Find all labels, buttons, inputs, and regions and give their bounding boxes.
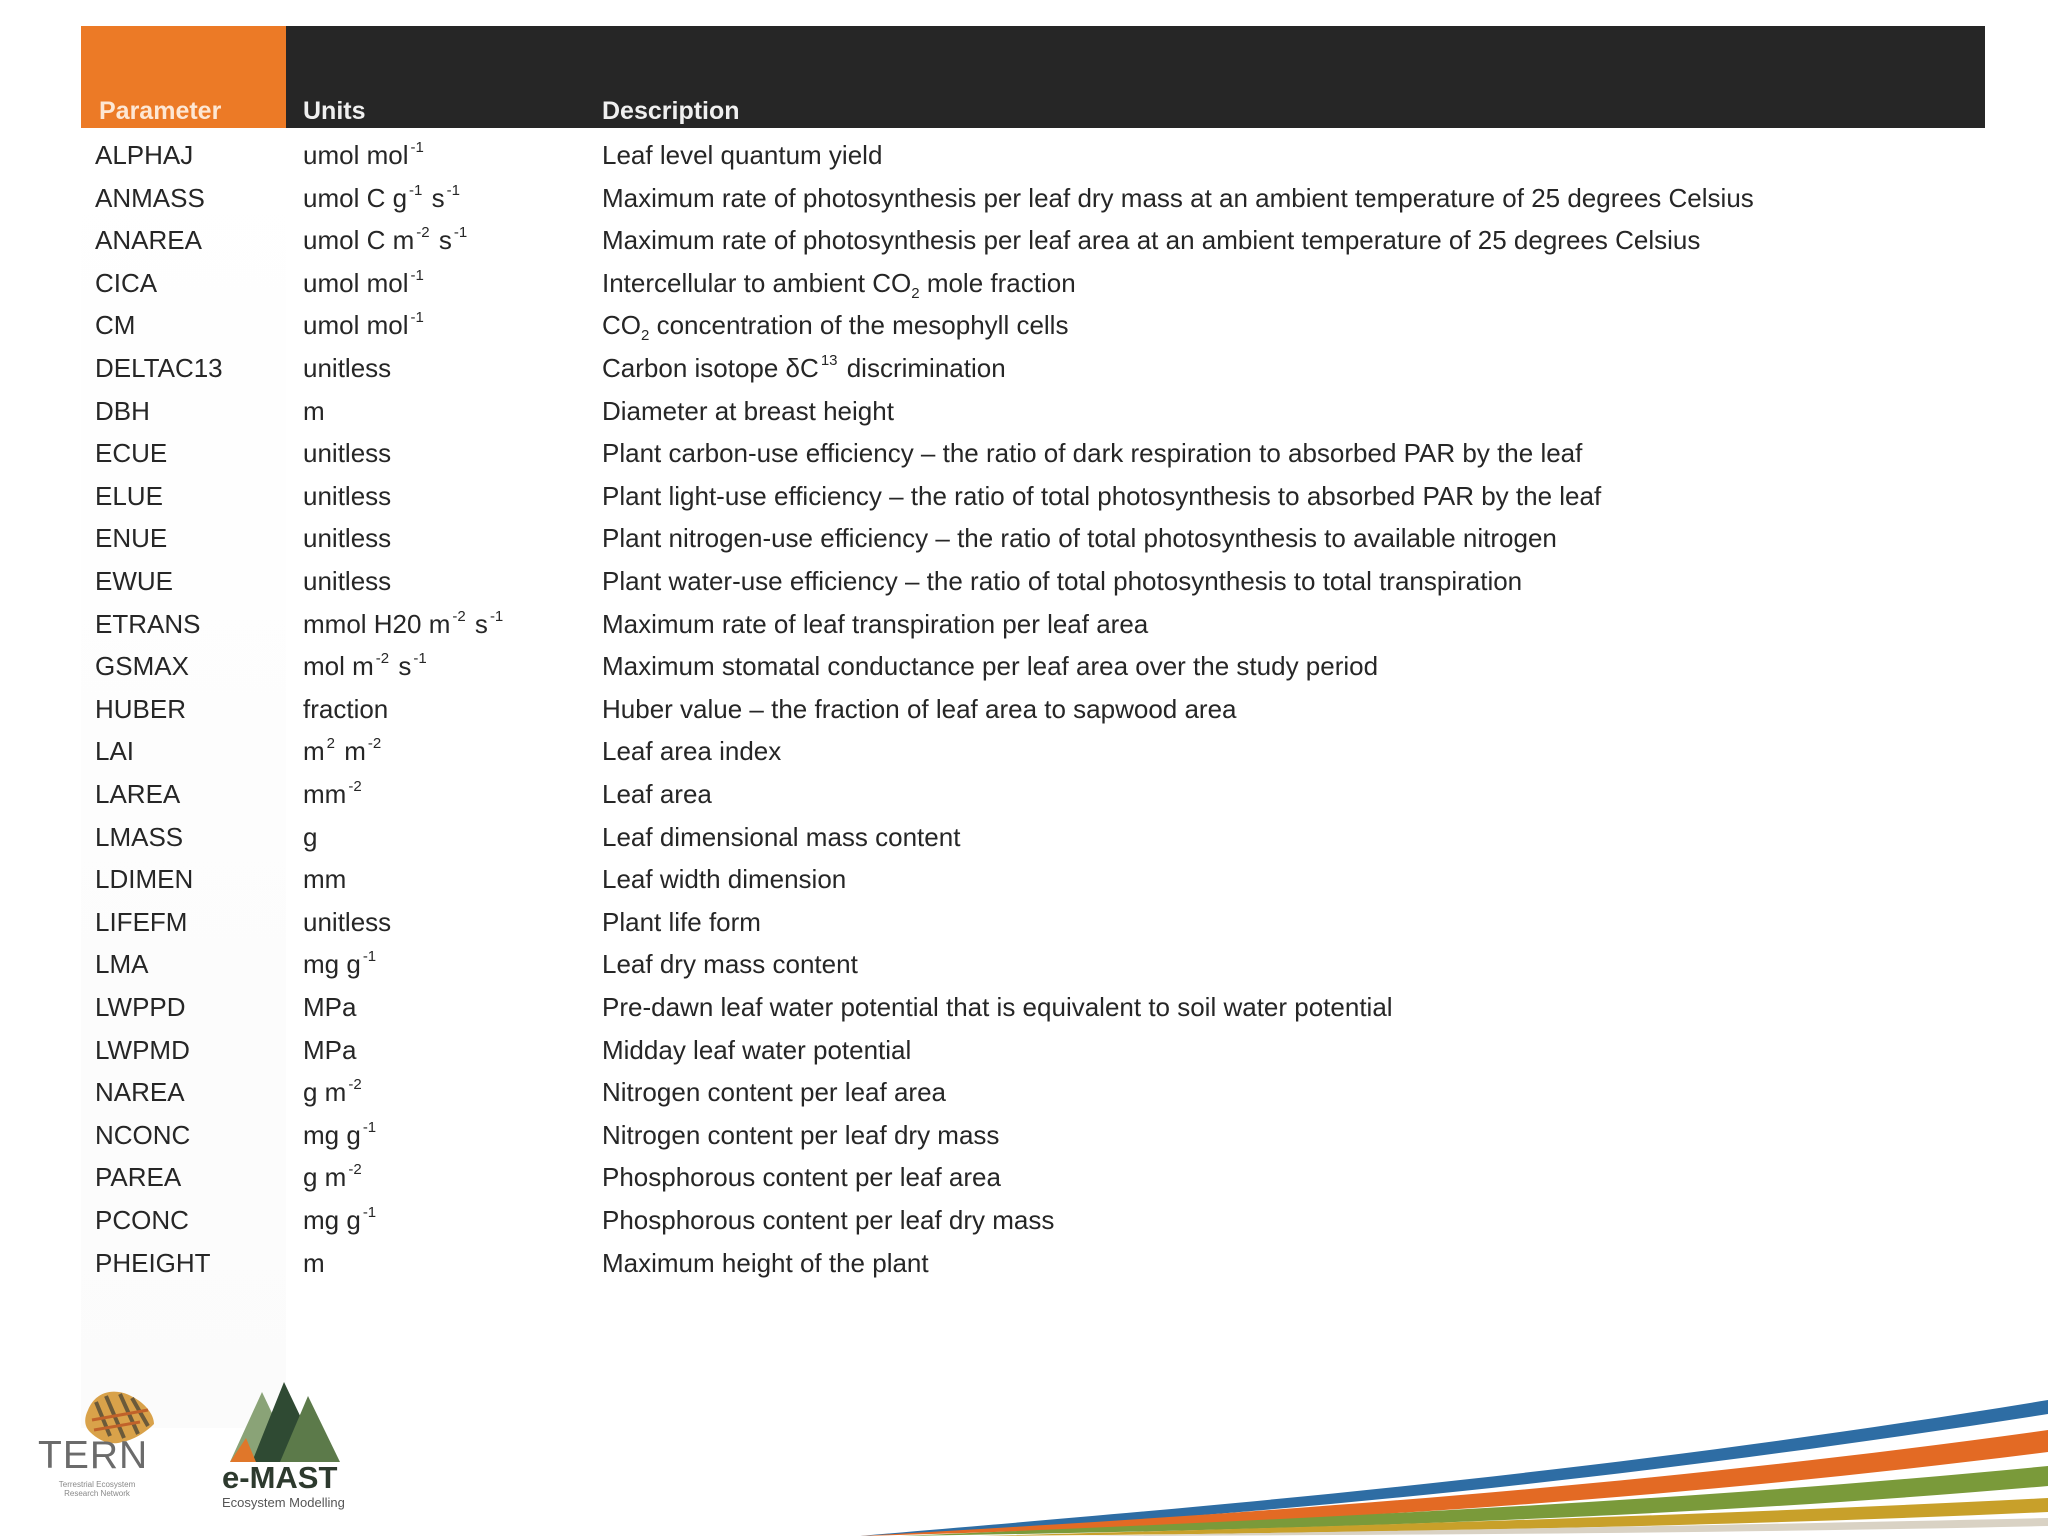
text-part: Huber value – the fraction of leaf area to sapwood area bbox=[602, 693, 1237, 724]
parameter-cell: DELTAC13 bbox=[95, 353, 223, 383]
text-part: unitless bbox=[303, 353, 392, 383]
text-part: g m bbox=[303, 1077, 347, 1108]
description-cell bbox=[602, 475, 1601, 517]
superscript: -1 bbox=[446, 181, 460, 199]
text-part: Leaf width dimension bbox=[602, 864, 847, 895]
description-cell bbox=[602, 1114, 999, 1156]
description-cell bbox=[602, 347, 1006, 389]
text-part: s bbox=[431, 225, 452, 256]
description-cell bbox=[602, 943, 858, 985]
text-part: Nitrogen content per leaf dry mass bbox=[602, 1119, 1000, 1150]
units-cell bbox=[303, 517, 391, 559]
text-part: Diameter at breast height bbox=[602, 395, 894, 426]
text-part: unitless bbox=[303, 438, 392, 469]
text-part: umol mol bbox=[303, 140, 409, 170]
text-part: mg g bbox=[303, 1205, 361, 1235]
tern-logo-text: TERN bbox=[38, 1434, 149, 1477]
text-part: mm bbox=[303, 864, 347, 895]
table-header-bar bbox=[81, 26, 1985, 128]
text-part: fraction bbox=[303, 693, 389, 724]
text-part: MPa bbox=[303, 992, 357, 1022]
parameter-cell: ELUE bbox=[95, 480, 163, 511]
text-part: mol m bbox=[303, 651, 374, 682]
text-part: Maximum rate of photosynthesis per leaf area at an ambient temperature of 25 degrees Celsius bbox=[602, 225, 1701, 256]
description-cell bbox=[602, 986, 1393, 1028]
superscript: -1 bbox=[413, 650, 427, 668]
parameter-cell: PAREA bbox=[95, 1162, 182, 1193]
description-cell bbox=[602, 432, 1582, 474]
units-cell bbox=[303, 1071, 364, 1113]
superscript: -2 bbox=[348, 1161, 362, 1179]
table-row bbox=[0, 262, 2048, 304]
superscript: -2 bbox=[452, 607, 466, 625]
units-cell bbox=[303, 475, 391, 517]
parameter-cell: DBH bbox=[95, 395, 150, 426]
text-part: Plant nitrogen-use efficiency – the ratio of total photosynthesis to available nitrogen bbox=[602, 523, 1557, 554]
units-cell bbox=[303, 645, 429, 687]
units-cell bbox=[303, 816, 317, 858]
description-cell bbox=[602, 1029, 911, 1071]
parameter-cell: GSMAX bbox=[95, 651, 189, 682]
table-row bbox=[0, 1114, 2048, 1156]
table-row bbox=[0, 1071, 2048, 1113]
text-part: g m bbox=[303, 1162, 347, 1193]
text-part: m bbox=[303, 736, 325, 767]
text-part: s bbox=[467, 608, 488, 639]
emast-logo-icon bbox=[222, 1374, 347, 1474]
units-cell bbox=[303, 688, 388, 730]
table-row bbox=[0, 773, 2048, 815]
units-cell bbox=[303, 262, 426, 304]
description-cell bbox=[602, 773, 712, 815]
units-cell bbox=[303, 1029, 356, 1071]
text-part: Phosphorous content per leaf area bbox=[602, 1162, 1001, 1193]
text-part: Maximum rate of photosynthesis per leaf dry mass at an ambient temperature of 25 degrees Celsius bbox=[602, 182, 1754, 213]
units-cell bbox=[303, 1156, 364, 1198]
header-parameter: Parameter bbox=[99, 97, 222, 125]
parameter-cell: ECUE bbox=[95, 438, 168, 469]
units-cell bbox=[303, 560, 391, 602]
table-row bbox=[0, 560, 2048, 602]
units-cell bbox=[303, 1114, 378, 1156]
table-row bbox=[0, 603, 2048, 645]
parameter-cell: LMA bbox=[95, 949, 149, 980]
parameter-cell: ANAREA bbox=[95, 225, 202, 256]
superscript: -2 bbox=[348, 1076, 362, 1094]
parameter-cell: CM bbox=[95, 310, 136, 341]
parameter-cell: PCONC bbox=[95, 1205, 189, 1235]
superscript: -1 bbox=[362, 948, 377, 966]
text-part: umol mol bbox=[303, 310, 409, 341]
text-part: Intercellular to ambient CO bbox=[602, 267, 912, 298]
emast-logo-tagline: Ecosystem Modelling bbox=[222, 1495, 345, 1510]
text-part: Pre-dawn leaf water potential that is equivalent to soil water potential bbox=[602, 992, 1393, 1022]
table-row bbox=[0, 177, 2048, 219]
units-cell bbox=[303, 219, 469, 261]
description-cell bbox=[602, 1242, 929, 1284]
subscript: 2 bbox=[911, 284, 920, 302]
units-cell bbox=[303, 432, 391, 474]
description-cell bbox=[602, 262, 1076, 304]
text-part: s bbox=[424, 182, 445, 213]
text-part: Leaf dimensional mass content bbox=[602, 821, 961, 852]
superscript: -1 bbox=[410, 139, 424, 156]
text-part: Maximum stomatal conductance per leaf area over the study period bbox=[602, 651, 1379, 682]
units-cell bbox=[303, 177, 462, 219]
text-part: mmol H20 m bbox=[303, 608, 451, 639]
table-row bbox=[0, 901, 2048, 943]
units-cell bbox=[303, 347, 391, 389]
units-cell bbox=[303, 603, 505, 645]
text-part: CO bbox=[602, 310, 641, 341]
decorative-swoosh bbox=[860, 1390, 2048, 1536]
text-part: unitless bbox=[303, 480, 392, 511]
text-part: m bbox=[303, 395, 325, 426]
parameter-cell: NAREA bbox=[95, 1077, 185, 1108]
text-part: Leaf area bbox=[602, 779, 712, 809]
table-row bbox=[0, 219, 2048, 261]
units-cell bbox=[303, 858, 346, 900]
header-units: Units bbox=[303, 97, 366, 125]
text-part: Maximum rate of leaf transpiration per leaf area bbox=[602, 608, 1149, 639]
description-cell bbox=[602, 901, 761, 943]
description-cell bbox=[602, 177, 1754, 219]
text-part: Carbon isotope δC bbox=[602, 353, 819, 383]
description-cell bbox=[602, 1156, 1001, 1198]
description-cell bbox=[602, 560, 1522, 602]
table-row bbox=[0, 943, 2048, 985]
table-row bbox=[0, 688, 2048, 730]
text-part: Leaf level quantum yield bbox=[602, 140, 883, 170]
description-cell bbox=[602, 134, 882, 176]
units-cell bbox=[303, 304, 426, 346]
text-part: mole fraction bbox=[919, 267, 1076, 298]
text-part: mm bbox=[303, 779, 347, 809]
description-cell bbox=[602, 816, 960, 858]
parameter-cell: PHEIGHT bbox=[95, 1247, 211, 1278]
table-row bbox=[0, 1156, 2048, 1198]
description-cell bbox=[602, 1199, 1054, 1241]
table-row bbox=[0, 432, 2048, 474]
text-part: Plant water-use efficiency – the ratio of total photosynthesis to total transpiration bbox=[602, 566, 1523, 596]
text-part: Midday leaf water potential bbox=[602, 1034, 912, 1065]
text-part: concentration of the mesophyll cells bbox=[649, 310, 1069, 341]
table-row bbox=[0, 390, 2048, 432]
units-cell bbox=[303, 1199, 378, 1241]
table-row bbox=[0, 475, 2048, 517]
parameter-cell: EWUE bbox=[95, 566, 173, 596]
superscript: -2 bbox=[416, 224, 430, 242]
text-part: umol C g bbox=[303, 182, 408, 213]
description-cell bbox=[602, 858, 846, 900]
parameter-cell: LWPMD bbox=[95, 1034, 190, 1065]
text-part: g bbox=[303, 821, 318, 852]
text-part: discrimination bbox=[839, 353, 1006, 383]
description-cell bbox=[602, 645, 1378, 687]
table-row bbox=[0, 1029, 2048, 1071]
table-row bbox=[0, 1242, 2048, 1284]
text-part: Nitrogen content per leaf area bbox=[602, 1077, 946, 1108]
table-row bbox=[0, 730, 2048, 772]
text-part: umol C m bbox=[303, 225, 415, 256]
text-part: Plant carbon-use efficiency – the ratio of dark respiration to absorbed PAR by the leaf bbox=[602, 438, 1583, 469]
parameter-cell: ANMASS bbox=[95, 182, 205, 213]
text-part: mg g bbox=[303, 1119, 361, 1150]
parameter-cell: LMASS bbox=[95, 821, 184, 852]
text-part: Phosphorous content per leaf dry mass bbox=[602, 1205, 1055, 1235]
tern-logo-tagline: Terrestrial Ecosystem Research Network bbox=[58, 1480, 136, 1498]
units-cell bbox=[303, 390, 325, 432]
units-cell bbox=[303, 901, 391, 943]
superscript: -1 bbox=[410, 266, 424, 284]
text-part: Leaf dry mass content bbox=[602, 949, 858, 980]
parameter-cell: LDIMEN bbox=[95, 864, 194, 895]
parameter-cell: LWPPD bbox=[95, 992, 186, 1022]
text-part: unitless bbox=[303, 906, 392, 937]
text-part: umol mol bbox=[303, 267, 409, 298]
text-part: MPa bbox=[303, 1034, 357, 1065]
text-part: unitless bbox=[303, 566, 392, 596]
text-part: Plant light-use efficiency – the ratio of total photosynthesis to absorbed PAR by the leaf bbox=[602, 480, 1602, 511]
parameter-cell: CICA bbox=[95, 267, 158, 298]
superscript: -2 bbox=[375, 650, 390, 668]
superscript: 13 bbox=[820, 352, 838, 369]
description-cell bbox=[602, 603, 1148, 645]
text-part: s bbox=[391, 651, 412, 682]
units-cell bbox=[303, 730, 383, 772]
parameter-cell: NCONC bbox=[95, 1119, 191, 1150]
text-part: m bbox=[337, 736, 366, 767]
units-cell bbox=[303, 773, 364, 815]
description-cell bbox=[602, 517, 1557, 559]
units-cell bbox=[303, 1242, 325, 1284]
units-cell bbox=[303, 943, 378, 985]
description-cell bbox=[602, 1071, 946, 1113]
description-cell bbox=[602, 730, 781, 772]
units-cell bbox=[303, 986, 356, 1028]
superscript: -1 bbox=[362, 1204, 377, 1221]
text-part: mg g bbox=[303, 949, 361, 980]
text-part: Maximum height of the plant bbox=[602, 1247, 929, 1278]
table-row bbox=[0, 517, 2048, 559]
description-cell bbox=[602, 304, 1068, 346]
subscript: 2 bbox=[641, 327, 650, 345]
parameter-cell: LAI bbox=[95, 736, 135, 767]
text-part: Plant life form bbox=[602, 906, 761, 937]
table-row bbox=[0, 986, 2048, 1028]
description-cell bbox=[602, 688, 1237, 730]
description-cell bbox=[602, 219, 1700, 261]
superscript: -1 bbox=[489, 607, 504, 625]
text-part: m bbox=[303, 1247, 325, 1278]
header-description: Description bbox=[602, 97, 740, 125]
superscript: -1 bbox=[410, 309, 424, 327]
parameter-cell: ENUE bbox=[95, 523, 168, 554]
table-row bbox=[0, 858, 2048, 900]
superscript: -1 bbox=[409, 181, 423, 199]
text-part: unitless bbox=[303, 523, 392, 554]
superscript: -1 bbox=[453, 224, 468, 242]
parameter-cell: ETRANS bbox=[95, 608, 201, 639]
parameter-cell: LAREA bbox=[95, 779, 181, 809]
parameter-cell: LIFEFM bbox=[95, 906, 188, 937]
table-row bbox=[0, 134, 2048, 176]
units-cell bbox=[303, 134, 426, 176]
superscript: 2 bbox=[326, 735, 336, 753]
table-row bbox=[0, 304, 2048, 346]
table-row bbox=[0, 645, 2048, 687]
description-cell bbox=[602, 390, 894, 432]
emast-logo-text: e-MAST bbox=[222, 1460, 338, 1495]
superscript: -2 bbox=[367, 735, 382, 753]
table-row bbox=[0, 347, 2048, 389]
parameter-cell: ALPHAJ bbox=[95, 140, 194, 170]
table-row bbox=[0, 1199, 2048, 1241]
text-part: Leaf area index bbox=[602, 736, 782, 767]
superscript: -2 bbox=[348, 778, 362, 795]
table-row bbox=[0, 816, 2048, 858]
superscript: -1 bbox=[362, 1118, 377, 1136]
parameter-cell: HUBER bbox=[95, 693, 187, 724]
